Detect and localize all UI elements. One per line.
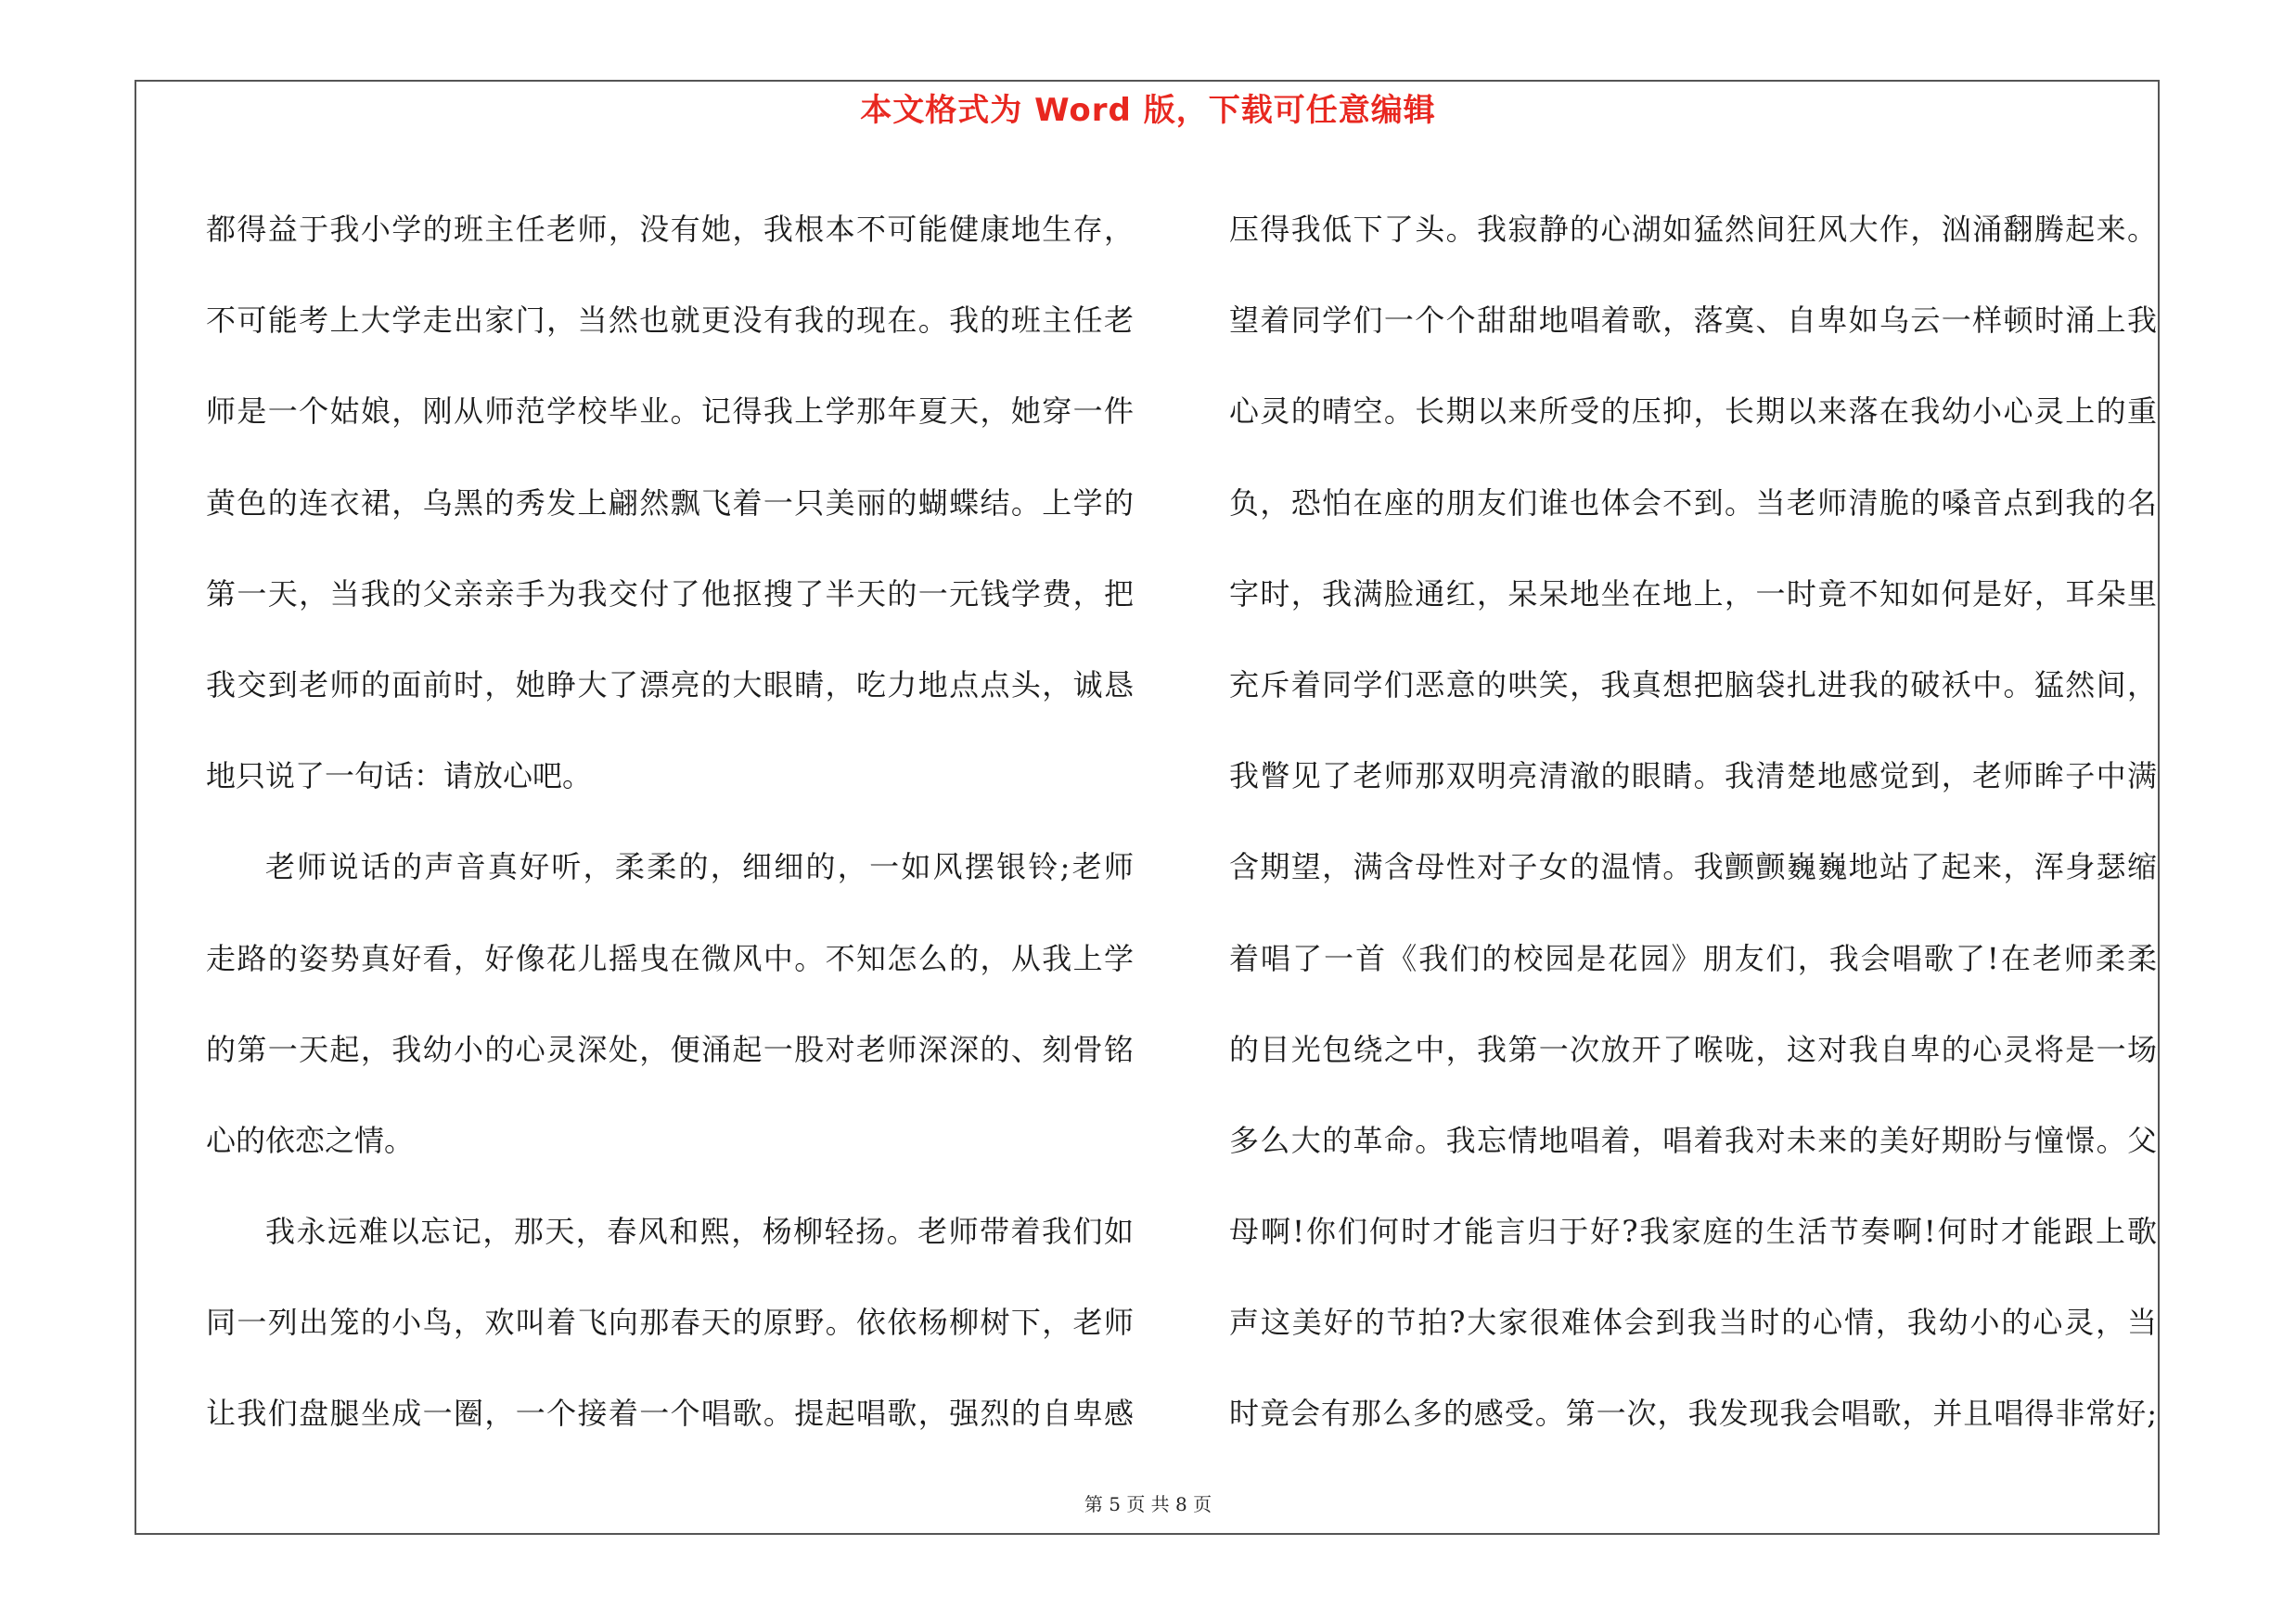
text-line: 都得益于我小学的班主任老师，没有她，我根本不可能健康地生存， — [206, 212, 1134, 247]
text-line: 母啊!你们何时才能言归于好?我家庭的生活节奏啊!何时才能跟上歌 — [1229, 1214, 2157, 1250]
text-line: 的第一天起，我幼小的心灵深处，便涌起一股对老师深深的、刻骨铭 — [206, 1031, 1134, 1067]
text-line: 第一天，当我的父亲亲手为我交付了他抠搜了半天的一元钱学费，把 — [206, 575, 1134, 612]
paragraph-first-line: 老师说话的声音真好听，柔柔的，细细的，一如风摆银铃;老师 — [265, 849, 1134, 885]
document-header-banner: 本文格式为 Word 版，下载可任意编辑 — [860, 92, 1436, 129]
left-text-column — [206, 184, 1134, 1460]
text-line: 声这美好的节拍?大家很难体会到我当时的心情，我幼小的心灵，当 — [1229, 1305, 2157, 1341]
text-line: 我交到老师的面前时，她睁大了漂亮的大眼睛，吃力地点点头，诚恳 — [206, 666, 1134, 702]
text-line: 负，恐怕在座的朋友们谁也体会不到。当老师清脆的嗓音点到我的名 — [1229, 484, 2157, 521]
text-line: 望着同学们一个个甜甜地唱着歌，落寞、自卑如乌云一样顿时涌上我 — [1229, 303, 2157, 339]
text-line: 心的依恋之情。 — [206, 1122, 415, 1158]
text-line: 走路的姿势真好看，好像花儿摇曳在微风中。不知怎么的，从我上学 — [206, 940, 1134, 976]
text-line: 我瞥见了老师那双明亮清澈的眼睛。我清楚地感觉到，老师眸子中满 — [1229, 758, 2157, 794]
text-line: 的目光包绕之中，我第一次放开了喉咙，这对我自卑的心灵将是一场 — [1229, 1031, 2157, 1067]
text-line: 时竟会有那么多的感受。第一次，我发现我会唱歌，并且唱得非常好; — [1229, 1396, 2157, 1432]
text-line: 心灵的晴空。长期以来所受的压抑，长期以来落在我幼小心灵上的重 — [1229, 393, 2157, 430]
text-line: 多么大的革命。我忘情地唱着，唱着我对未来的美好期盼与憧憬。父 — [1229, 1122, 2157, 1158]
right-text-column — [1229, 184, 2157, 1460]
text-line: 含期望，满含母性对子女的温情。我颤颤巍巍地站了起来，浑身瑟缩 — [1229, 849, 2157, 885]
text-line: 充斥着同学们恶意的哄笑，我真想把脑袋扎进我的破袄中。猛然间， — [1229, 666, 2157, 702]
text-line: 不可能考上大学走出家门，当然也就更没有我的现在。我的班主任老 — [206, 303, 1134, 339]
text-line: 地只说了一句话：请放心吧。 — [206, 758, 593, 794]
text-line: 让我们盘腿坐成一圈，一个接着一个唱歌。提起唱歌，强烈的自卑感 — [206, 1396, 1134, 1432]
paragraph-first-line: 我永远难以忘记，那天，春风和熙，杨柳轻扬。老师带着我们如 — [265, 1214, 1134, 1250]
text-line: 同一列出笼的小鸟，欢叫着飞向那春天的原野。依依杨柳树下，老师 — [206, 1305, 1134, 1341]
text-line: 黄色的连衣裙，乌黑的秀发上翩然飘飞着一只美丽的蝴蝶结。上学的 — [206, 484, 1134, 521]
text-line: 师是一个姑娘，刚从师范学校毕业。记得我上学那年夏天，她穿一件 — [206, 393, 1134, 430]
page-number-footer: 第 5 页 共 8 页 — [1084, 1493, 1212, 1515]
text-line: 压得我低下了头。我寂静的心湖如猛然间狂风大作，汹涌翻腾起来。 — [1229, 212, 2157, 247]
text-line: 着唱了一首《我们的校园是花园》朋友们，我会唱歌了!在老师柔柔 — [1229, 940, 2157, 976]
text-line: 字时，我满脸通红，呆呆地坐在地上，一时竟不知如何是好，耳朵里 — [1229, 575, 2157, 612]
